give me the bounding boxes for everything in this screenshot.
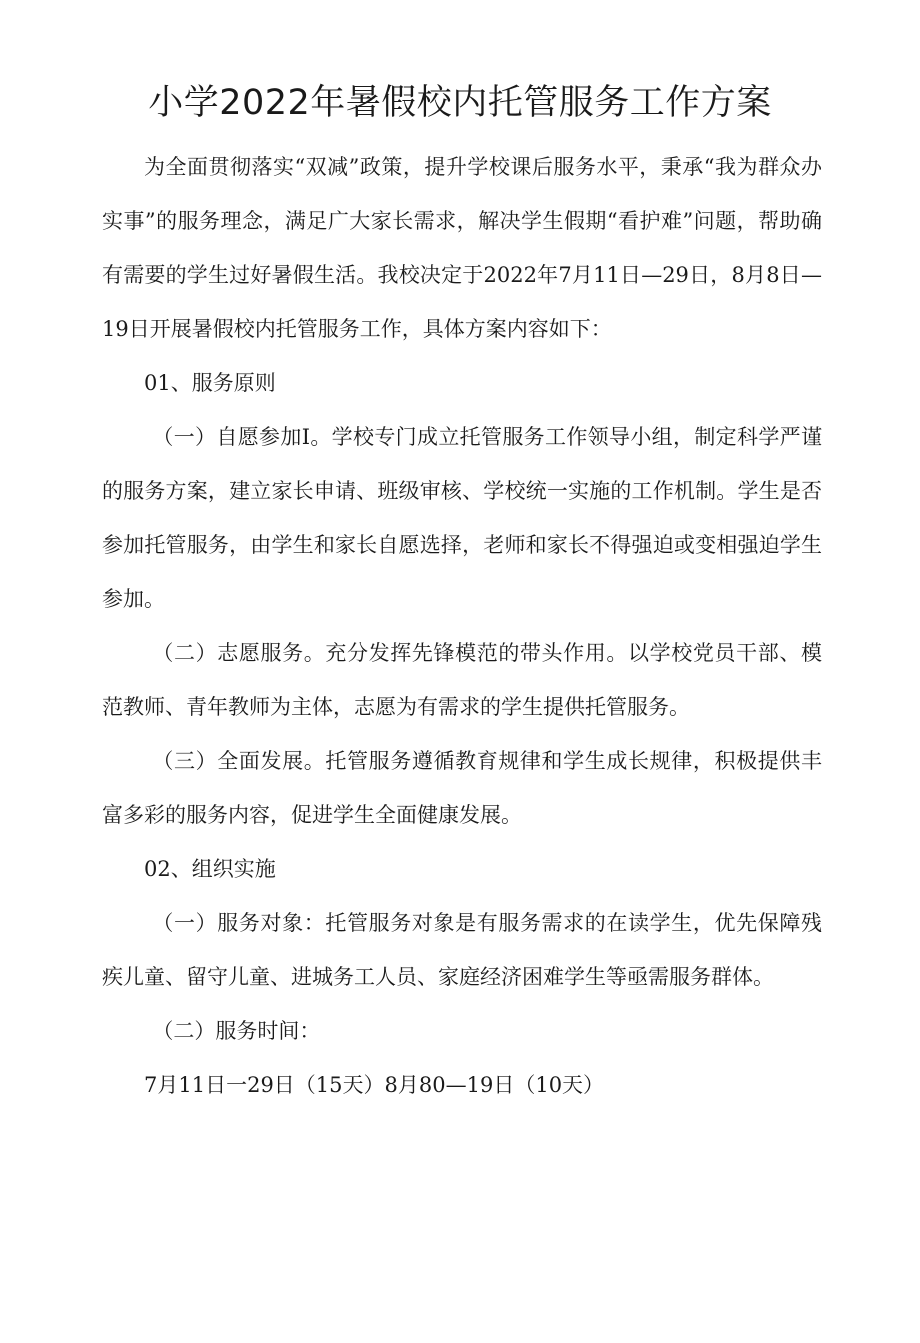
section-heading-implementation: 02、组织实施	[144, 857, 276, 881]
service-target: （一）服务对象：托管服务对象是有服务需求的在读学生，优先保障残疾儿童、留守儿童、进城务工人员、家庭经济困难学生等亟需服务群体。	[102, 911, 822, 989]
document-body	[102, 140, 822, 1112]
service-schedule: 7月11日一29日（15天）8月80—19日（10天）	[144, 1073, 605, 1097]
principle-all-round-development: （三）全面发展。托管服务遵循教育规律和学生成长规律，积极提供丰富多彩的服务内容，促进学生全面健康发展。	[102, 749, 822, 827]
principle-volunteer-service: （二）志愿服务。充分发挥先锋模范的带头作用。以学校党员干部、模范教师、青年教师为主体，志愿为有需求的学生提供托管服务。	[102, 641, 822, 719]
intro-paragraph: 为全面贯彻落实“双减”政策，提升学校课后服务水平，秉承“我为群众办实事”的服务理念，满足广大家长需求，解决学生假期“看护难”问题，帮助确有需要的学生过好暑假生活。我校决定于2022年7月11日—29日，8月8日—19日开展暑假校内托管服务工作，具体方案内容如下：	[102, 155, 822, 341]
document-title: 小学2022年暑假校内托管服务工作方案	[148, 83, 772, 123]
principle-voluntary: （一）自愿参加Ⅰ。学校专门成立托管服务工作领导小组，制定科学严谨的服务方案，建立家长申请、班级审核、学校统一实施的工作机制。学生是否参加托管服务，由学生和家长自愿选择，老师和家长不得强迫或变相强迫学生参加。	[102, 425, 822, 611]
section-heading-principles: 01、服务原则	[144, 371, 276, 395]
service-time-label: （二）服务时间：	[152, 1019, 321, 1043]
